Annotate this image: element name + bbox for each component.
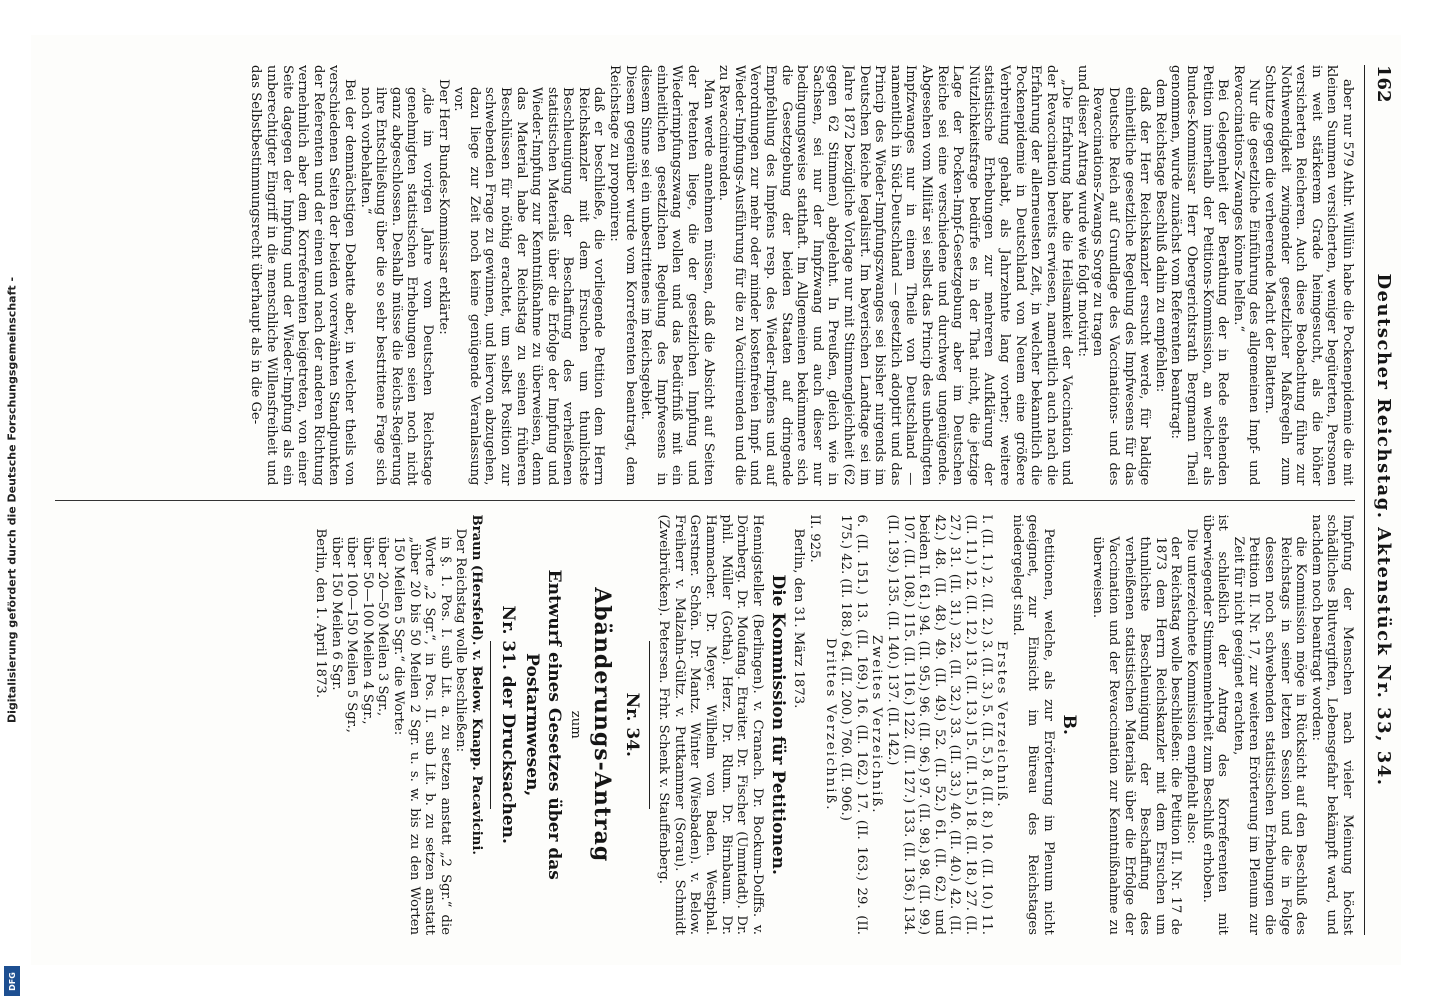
counter-motion-quote: daß er beschließe, die vorliegende Petition dem Herrn Reichskanzler mit dem Ersuchen um thunlichste Beschleunigung der Beschaffung des verheißenen statistischen Materials über die Erfolge der Impfung und Wieder-Impfung zur Kenntnißnahme zu überweisen, denn das Material habe der Reichstag zu seinen früheren Beschlüssen für nöthig erachtet, um selbst Position zur schwebenden Frage zu gewinnen, und hiervon abzugehen, dazu liege zur Zeit noch keine genügende Veranlassung vor. <box>451 87 607 486</box>
tariff-line: über 150 Meilen 6 Sgr. <box>328 536 344 691</box>
petition-list: I. (II. 1.) 2. (II. 2.) 3. (II. 3.) 5. (II. 5.) 8. (II. 8.) 10. (II. 10.) 11. (II. 11.) 12. (II. 12.) 13. (II. 13.) 15. (II. 15.) 18. (II. 18.) 27. (II. 27.) 31. (II. 31.) 32. (II. 32.) 33. (II. 33.) 40. (II. 40.) 42. (II. 42.) 48. (II. 48.) 49. (II. 49.) 52. (II. 52.) 61. (II. 62.) und beiden II. 61.) 94. (II. 95.) 96. (II. 96.) 97. (II. 98.) 98. (II. 99.) 107. (II. 108.) 115. (II. 116.) 122. (II. 127.) 133. (II. 136.) 134. (II. 139.) 135. (II. 140.) 137. (II. 142.) <box>884 514 994 935</box>
motion-quote: die Kommission möge in Rücksicht auf den Beschluß des Reichstags in seiner letzten Session und die in Folge dessen noch schwebenden statistischen Erhebungen die Petition II. Nr. 17, zur weiteren Erörterung im Plenum zur Zeit für nicht geeignet erachten, <box>1230 536 1309 935</box>
page-header <box>1364 65 1394 935</box>
commission-title: Die Kommission für Petitionen. <box>767 574 788 875</box>
commissioner-quote: „die im vorigen Jahre vom Deutschen Reichstage genehmigten statistischen Erhebungen seien noch nicht ganz abgeschlossen. Deshalb müsse die Reichs-Regierung ihre Entschließung über die so sehr bestrittene Frage sich noch vorbehalten.“ <box>357 87 435 486</box>
divider <box>649 641 650 809</box>
bill-title: Entwurf eines Gesetzes über das Postarmwesen, <box>522 569 565 880</box>
paragraph: Der Herr Bundes-Kommissar erklärte: <box>435 79 451 335</box>
paragraph: Der Reichstag wolle beschließen: <box>453 528 469 753</box>
document-page <box>31 35 1401 965</box>
paragraph: ist schließlich der Antrag des Korreferenten mit überwiegender Stimmenmehrheit zum Beschluß erhoben. <box>1199 514 1231 935</box>
paragraph: Man werde annehmen müssen, daß die Absicht auf Seiten der Petenten liege, die der gesetzlichen Impfung und Wiederimpfungszwang wollen und das Bedürfniß mit ein einheitlichen gesetzlichen Regelung des Impfwesens in diesem Sinne sei ein unbestrittenes im Reichsgebiet. <box>638 65 716 486</box>
text-columns <box>55 65 1355 935</box>
right-column <box>55 500 1355 936</box>
paragraph: aber nur 579 Athlr. Willüin habe die Pockenepidemie die mit kleinen Summen versicherten, weniger begüterten, Personen in weit stärkerem Grade heimgesucht, als die höher versicherten Reicheren. Auch diese Beobachtung führe zur Nothwendigkeit zwingender gesetzlicher Maßregeln zum Schutze gegen die verheerende Macht der Blattern. <box>1262 65 1355 486</box>
paragraph: „Die Erfahrung habe die Heilsamkeit der Vaccination und der Revaccination bereits erwiesen, namentlich auch nach die Erfahrung der allerneuesten Zeit, in welcher bekanntlich die Pockenepidemie in Deutschland von Neuem eine größere Verbreitung gehabt, als Jahrzehnte lang vorher; weitere statistische Erhebungen zur mehreren Aufklärung der Nützlichkeitsfrage bedürfe es in der That nicht, die jetzige Lage der Pocken-Impf-Gesetzgebung aber im Deutschen Reiche sei eine verschiedene und durchweg ungenügende. Abgesehen vom Militär sei selbst das Princip des unbedingten Impfzwanges nur in einem Theile von Deutschland — namentlich in Süd-Deutschland — gesetzlich adoptirt und das Princip des Wieder-Impfungszwanges sei bisher nirgends im Deutschen Reiche legalisirt. Im bayerischen Landtage sei im Jahre 1872 bezügliche Vorlage nur mit Stimmengleichheit (62 gegen 62 Stimmen) abgelehnt. In Preußen, gleich wie in Sachsen, sei nur der Impfzwang und auch dieser nur bedingungsweise statthaft. Im Allgemeinen bekümmere sich die Gesetzgebung der beiden Staaten auf dringende Empfehlung des Impfens resp. des Wieder-Impfens und auf Verordnungen zur mehr oder minder kostenfreien Impf- und Wieder-Impfungs-Ausführung für die zu Vaccinirenden und die zu Revaccinirenden. <box>716 65 1075 486</box>
dfg-logo-text: DFG <box>7 971 17 991</box>
paragraph: Die unterzeichnete Kommission empfiehlt also: <box>1184 528 1200 844</box>
petition-list: 6. (II. 151.) 13. (II. 169.) 16. (II. 162.) 17. (II. 163.) 29. (II. 175.) 42. (II. 188.) 64. (II. 200.) 760. (II. 906.) <box>838 514 869 935</box>
document-number: Nr. 34. <box>621 692 642 757</box>
tariff-line: über 100—150 Meilen 5 Sgr., <box>344 536 360 733</box>
paragraph: Petitionen, welche, als zur Erörterung im Plenum nicht geeignet, zur Einsicht im Büreau des Reichstages niedergelegt sind. <box>1009 514 1056 935</box>
section-heading: B. <box>1058 714 1079 735</box>
digitization-credit-strip <box>0 0 24 1000</box>
digitization-credit: Digitalisierung gefördert durch die Deutsche Forschungsgemeinschaft - <box>5 276 19 724</box>
paragraph: Nur die gesetzliche Einführung des allgemeinen Impf- und Revaccinations-Zwanges könne helfen.“ <box>1230 65 1262 486</box>
tariff-line: über 50—100 Meilen 4 Sgr., <box>359 536 375 725</box>
list-heading: Erstes Verzeichniß. <box>994 640 1010 809</box>
motion-quote: daß der Herr Reichskanzler ersucht werde, für baldige einheitliche gesetzliche Regelung des Impfwesens für das Deutsche Reich auf Grundlage des Vaccinations- und des Revaccinations-Zwangs Sorge zu tragen <box>1090 87 1153 486</box>
dateline: Berlin, den 31. März 1873. <box>791 528 807 709</box>
drucksache-number: Nr. 31. der Drucksachen. <box>498 605 519 844</box>
dfg-logo <box>4 966 20 996</box>
member-list: Hennigsteller (Berlingen). v. Cranach. Dr. Bockum-Dolffs. v. Dörnberg. Dr. Moufang. Etraiter. Dr. Fischer (Ummtadt). Dr. phil. Müller (Gotha). Herz. Dr. Rlum. Dr. Birnbaum. Dr. Hammacher. Dr. Meyer. Wilhelm von Baden. Westphal. Gerstner. Schön. Dr. Mantz. Winter (Wiesbaden). v. Below. Freiherr v. Malzahn-Gültz. v. Puttkammer (Sorau). Schmidt (Zweibrücken). Petersen. Frhr. Schenk v. Stauffenberg. <box>656 514 765 935</box>
paragraph: und dieser Antrag wurde wie folgt motivirt: <box>1074 65 1090 357</box>
paragraph: Diesem gegenüber wurde vom Korreferenten beantragt, dem Reichstage zu proponiren: <box>607 65 638 486</box>
signers: Braun (Hersfeld). v. Below. Knapp. Pacavicini. <box>469 514 485 855</box>
tariff-line: über 20—50 Meilen 3 Sgr., <box>375 536 391 717</box>
page-number: 162 <box>1373 65 1394 103</box>
petition-list: II. 925. <box>807 514 822 563</box>
recommendation-quote: der Reichstag wolle beschließen: die Petition II. Nr. 17 de 1873 dem Herrn Reichskanzler mit dem Ersuchen um thunlichste Beschleunigung der Beschaffung des verheißenen statistischen Materials über die Erfolge der Vaccination und der Revaccination zur Kenntnißnahme zu überweisen. <box>1090 536 1184 935</box>
running-title: Deutscher Reichstag. Aktenstück Nr. 33, 34. <box>1373 273 1394 787</box>
antrag-title: Abänderungs-Antrag <box>588 587 615 863</box>
subtitle-zum: zum <box>567 710 583 739</box>
left-column <box>55 65 1355 500</box>
list-heading: Drittes Verzeichniß. <box>822 638 838 812</box>
paragraph: Impfung der Menschen nach vieler Meinung höchst schädliches Blutvergiften, Lebensgefahr bekämpft ward, und nachdem noch beantragt worden: <box>1308 514 1355 935</box>
list-heading: Zweites Verzeichniß. <box>869 634 885 815</box>
paragraph: Bei der demnächstigen Debatte aber, in welcher theils von verschiedenen Seiten der beiden vorerwähnten Standpunkten der Referenten und der einen und nach der anderen Richtung vernehmlich aber dem Korreferenten beigetreten, von einer Seite dagegen der Impfung und der Wieder-Impfung als ein unberechtigter Eingriff in die menschliche Willensfreiheit und das Selbstbestimmungsrecht überhaupt als in die Ge- <box>248 65 357 486</box>
dateline: Berlin, den 1. April 1873. <box>313 528 329 698</box>
paragraph: dem Reichstage Beschluß dahin zu empfehlen: <box>1152 79 1168 393</box>
paragraph: Bei Gelegenheit der Berathung der in Rede stehenden Petition innerhalb der Petitions-Kommission, an welcher als Bundes-Kommissar Herr Obergerichtsrath Bergmann Theil genommen, wurde zunächst vom Referenten beantragt: <box>1168 65 1231 486</box>
amendment-text: in §. 1. Pos. I. sub Lit. a. zu setzen anstatt „2 Sgr.“ die Worte „2 Sgr.“, in Pos. II. sub Lit. b. zu setzen anstatt „über 20 bis 50 Meilen 2 Sgr. u. s. w. bis zu den Worten 150 Meilen 5 Sgr.“ die Worte: <box>391 536 453 935</box>
divider <box>490 641 491 809</box>
